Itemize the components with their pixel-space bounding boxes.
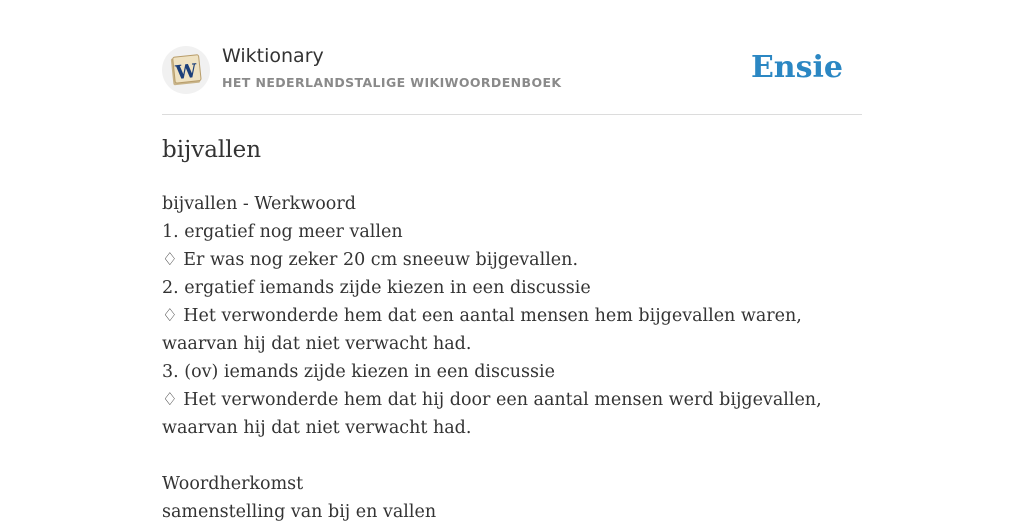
etymology-heading: Woordherkomst <box>162 474 304 494</box>
logo-letter: W <box>174 59 198 85</box>
brand-logo[interactable]: Ensie <box>750 50 843 85</box>
entry-line: ♢ Er was nog zeker 20 cm sneeuw bijgevallen. <box>162 250 579 270</box>
entry-line: ♢ Het verwonderde hem dat hij door een aantal mensen werd bijgevallen, waarvan hij dat niet verwacht had. <box>162 390 822 438</box>
header <box>162 0 862 115</box>
spacer <box>162 442 862 470</box>
site-name[interactable]: Wiktionary <box>222 45 324 67</box>
page <box>162 0 862 522</box>
entry-line: 2. ergatief iemands zijde kiezen in een discussie <box>162 278 591 298</box>
wiktionary-tile-icon <box>170 54 202 86</box>
site-subtitle: HET NEDERLANDSTALIGE WIKIWOORDENBOEK <box>222 75 562 90</box>
entry-line: 1. ergatief nog meer vallen <box>162 222 403 242</box>
etymology-text: samenstelling van bij en vallen <box>162 502 437 522</box>
entry-body <box>162 190 862 526</box>
entry-line: 3. (ov) iemands zijde kiezen in een discussie <box>162 362 555 382</box>
entry-line: bijvallen - Werkwoord <box>162 194 356 214</box>
wiktionary-logo-icon[interactable] <box>162 46 210 94</box>
entry-line: ♢ Het verwonderde hem dat een aantal mensen hem bijgevallen waren, waarvan hij dat niet verwacht had. <box>162 306 802 354</box>
page-title: bijvallen <box>162 137 262 163</box>
